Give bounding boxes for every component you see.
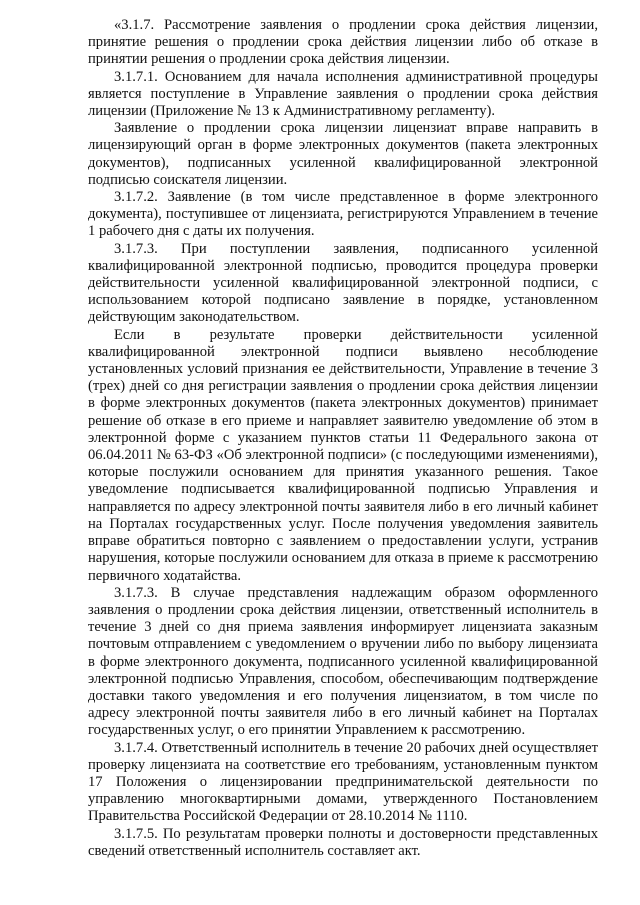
paragraph: 3.1.7.5. По результатам проверки полноты и достоверности представленных сведений ответственный исполнитель составляет акт.: [88, 825, 598, 859]
paragraph: 3.1.7.3. В случае представления надлежащим образом оформленного заявления о продлении срока действия лицензии, ответственный исполнитель в течение 3 дней со дня приема заявления информирует лицензиата заказным почтовым отправлением с уведомлением о вручении либо по выбору лицензиата в форме электронного документа, подписанного усиленной квалифицированной электронной подписью Управления, способом, обеспечивающим подтверждение доставки такого уведомления и его получения лицензиатом, в том числе по адресу электронной почты заявителя либо в его личный кабинет на Порталах государственных услуг, о его принятии Управлением к рассмотрению.: [88, 584, 598, 739]
paragraph: 3.1.7.3. При поступлении заявления, подписанного усиленной квалифицированной электронной подписью, проводится процедура проверки действительности усиленной квалифицированной электронной подписи, с использованием которой подписано заявление в порядке, установленном действующим законодательством.: [88, 240, 598, 326]
paragraph: Если в результате проверки действительности усиленной квалифицированной электронной подписи выявлено несоблюдение установленных условий признания ее действительности, Управление в течение 3 (трех) дней со дня регистрации заявления о продлении срока действия лицензии в форме электронных документов (пакета электронных документов) принимает решение об отказе в его приеме и направляет заявителю уведомление об этом в электронной форме с указанием пунктов статьи 11 Федерального закона от 06.04.2011 № 63-ФЗ «Об электронной подписи» (с последующими изменениями), которые послужили основанием для принятия указанного решения. Такое уведомление подписывается квалифицированной подписью Управления и направляется по адресу электронной почты заявителя либо в его личный кабинет на Порталах государственных услуг. После получения уведомления заявитель вправе обратиться повторно с заявлением о предоставлении услуги, устранив нарушения, которые послужили основанием для отказа в приеме к рассмотрению первичного ходатайства.: [88, 326, 598, 584]
paragraph: 3.1.7.1. Основанием для начала исполнения административной процедуры является поступление в Управление заявления о продлении срока действия лицензии (Приложение № 13 к Административному регламенту).: [88, 68, 598, 120]
paragraph-heading: «3.1.7. Рассмотрение заявления о продлении срока действия лицензии, принятие решения о продлении срока действия лицензии либо об отказе в принятии решения о продлении срока действия лицензии.: [88, 17, 598, 68]
document-page: [88, 17, 598, 860]
paragraph: 3.1.7.4. Ответственный исполнитель в течение 20 рабочих дней осуществляет проверку лицензиата на соответствие его требованиям, установленным пунктом 17 Положения о лицензировании предпринимательской деятельности по управлению многоквартирными домами, утвержденного Постановлением Правительства Российской Федерации от 28.10.2014 № 1110.: [88, 739, 598, 825]
paragraph: 3.1.7.2. Заявление (в том числе представленное в форме электронного документа), поступившее от лицензиата, регистрируются Управлением в течение 1 рабочего дня с даты их получения.: [88, 189, 598, 240]
paragraph: Заявление о продлении срока лицензии лицензиат вправе направить в лицензирующий орган в форме электронных документов (пакета электронных документов), подписанных усиленной квалифицированной электронной подписью соискателя лицензии.: [88, 120, 598, 188]
